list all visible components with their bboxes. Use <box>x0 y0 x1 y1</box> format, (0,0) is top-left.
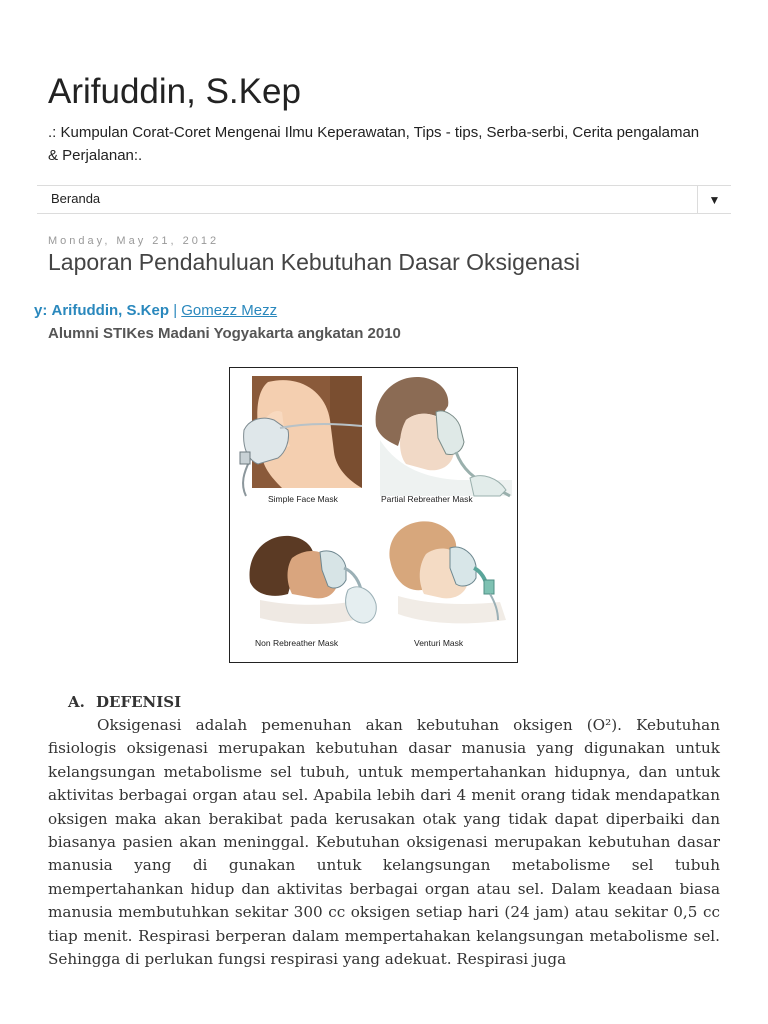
oxygen-mask-drawings <box>230 368 517 662</box>
dropdown-arrow-icon[interactable]: ▼ <box>697 186 731 213</box>
definition-paragraph: Oksigenasi adalah pemenuhan akan kebutuhan oksigen (O²). Kebutuhan fisiologis oksigenasi merupakan kebutuhan dasar manusia yang digunakan untuk kelangsungan metabolisme sel tubuh, untuk mempertahankan hidupnya, dan untuk aktivitas berbagai organ atau sel. Apabila lebih dari 4 menit orang tidak mendapatkan oksigen maka akan berakibat pada kerusakan otak yang tidak dapat diperbaiki dan biasanya pasien akan meninggal. Kebutuhan oksigenasi merupakan kebutuhan dasar manusia yang di gunakan untuk kelangsungan metabolisme sel tubuh mempertahankan hidup dan aktivitas berbagai organ atau sel. Dalam keadaan biasa manusia membutuhkan sekitar 300 cc oksigen setiap hari (24 jam) atau sekitar 0,5 cc tiap menit. Respirasi berperan dalam mempertahakan kelangsungan metabolisme sel. Sehingga di perlukan fungsi respirasi yang adekuat. Respirasi juga <box>48 716 720 969</box>
caption-non-rebreather-mask: Non Rebreather Mask <box>255 638 339 648</box>
section-number: A. <box>68 693 85 711</box>
nav-current-page[interactable]: Beranda <box>51 191 101 206</box>
simple-face-mask-drawing <box>240 376 362 496</box>
blog-description: .: Kumpulan Corat-Coret Mengenai Ilmu Keperawatan, Tips - tips, Serba-serbi, Cerita pengalaman & Perjalanan:. <box>48 124 700 164</box>
oxygen-mask-illustration <box>229 367 518 663</box>
author-affiliation: Alumni STIKes Madani Yogyakarta angkatan 2010 <box>48 325 401 342</box>
non-rebreather-mask-drawing <box>249 536 376 624</box>
page-nav-dropdown[interactable] <box>37 185 731 214</box>
caption-simple-face-mask: Simple Face Mask <box>268 494 338 504</box>
partial-rebreather-mask-drawing <box>376 377 512 496</box>
post-title[interactable]: Laporan Pendahuluan Kebutuhan Dasar Oksigenasi <box>48 249 580 275</box>
byline-author-link[interactable]: Gomezz Mezz <box>181 302 278 319</box>
caption-partial-rebreather-mask: Partial Rebreather Mask <box>381 494 473 504</box>
post-byline <box>34 301 277 321</box>
post-date: Monday, May 21, 2012 <box>48 235 220 247</box>
caption-venturi-mask: Venturi Mask <box>414 638 464 648</box>
byline-author: Arifuddin, S.Kep <box>51 302 170 319</box>
section-heading <box>68 693 181 711</box>
byline-separator: | <box>173 302 178 319</box>
blog-title[interactable]: Arifuddin, S.Kep <box>48 72 301 111</box>
section-title: DEFENISI <box>96 693 182 711</box>
venturi-mask-drawing <box>390 521 506 623</box>
byline-prefix: y: <box>34 302 48 319</box>
